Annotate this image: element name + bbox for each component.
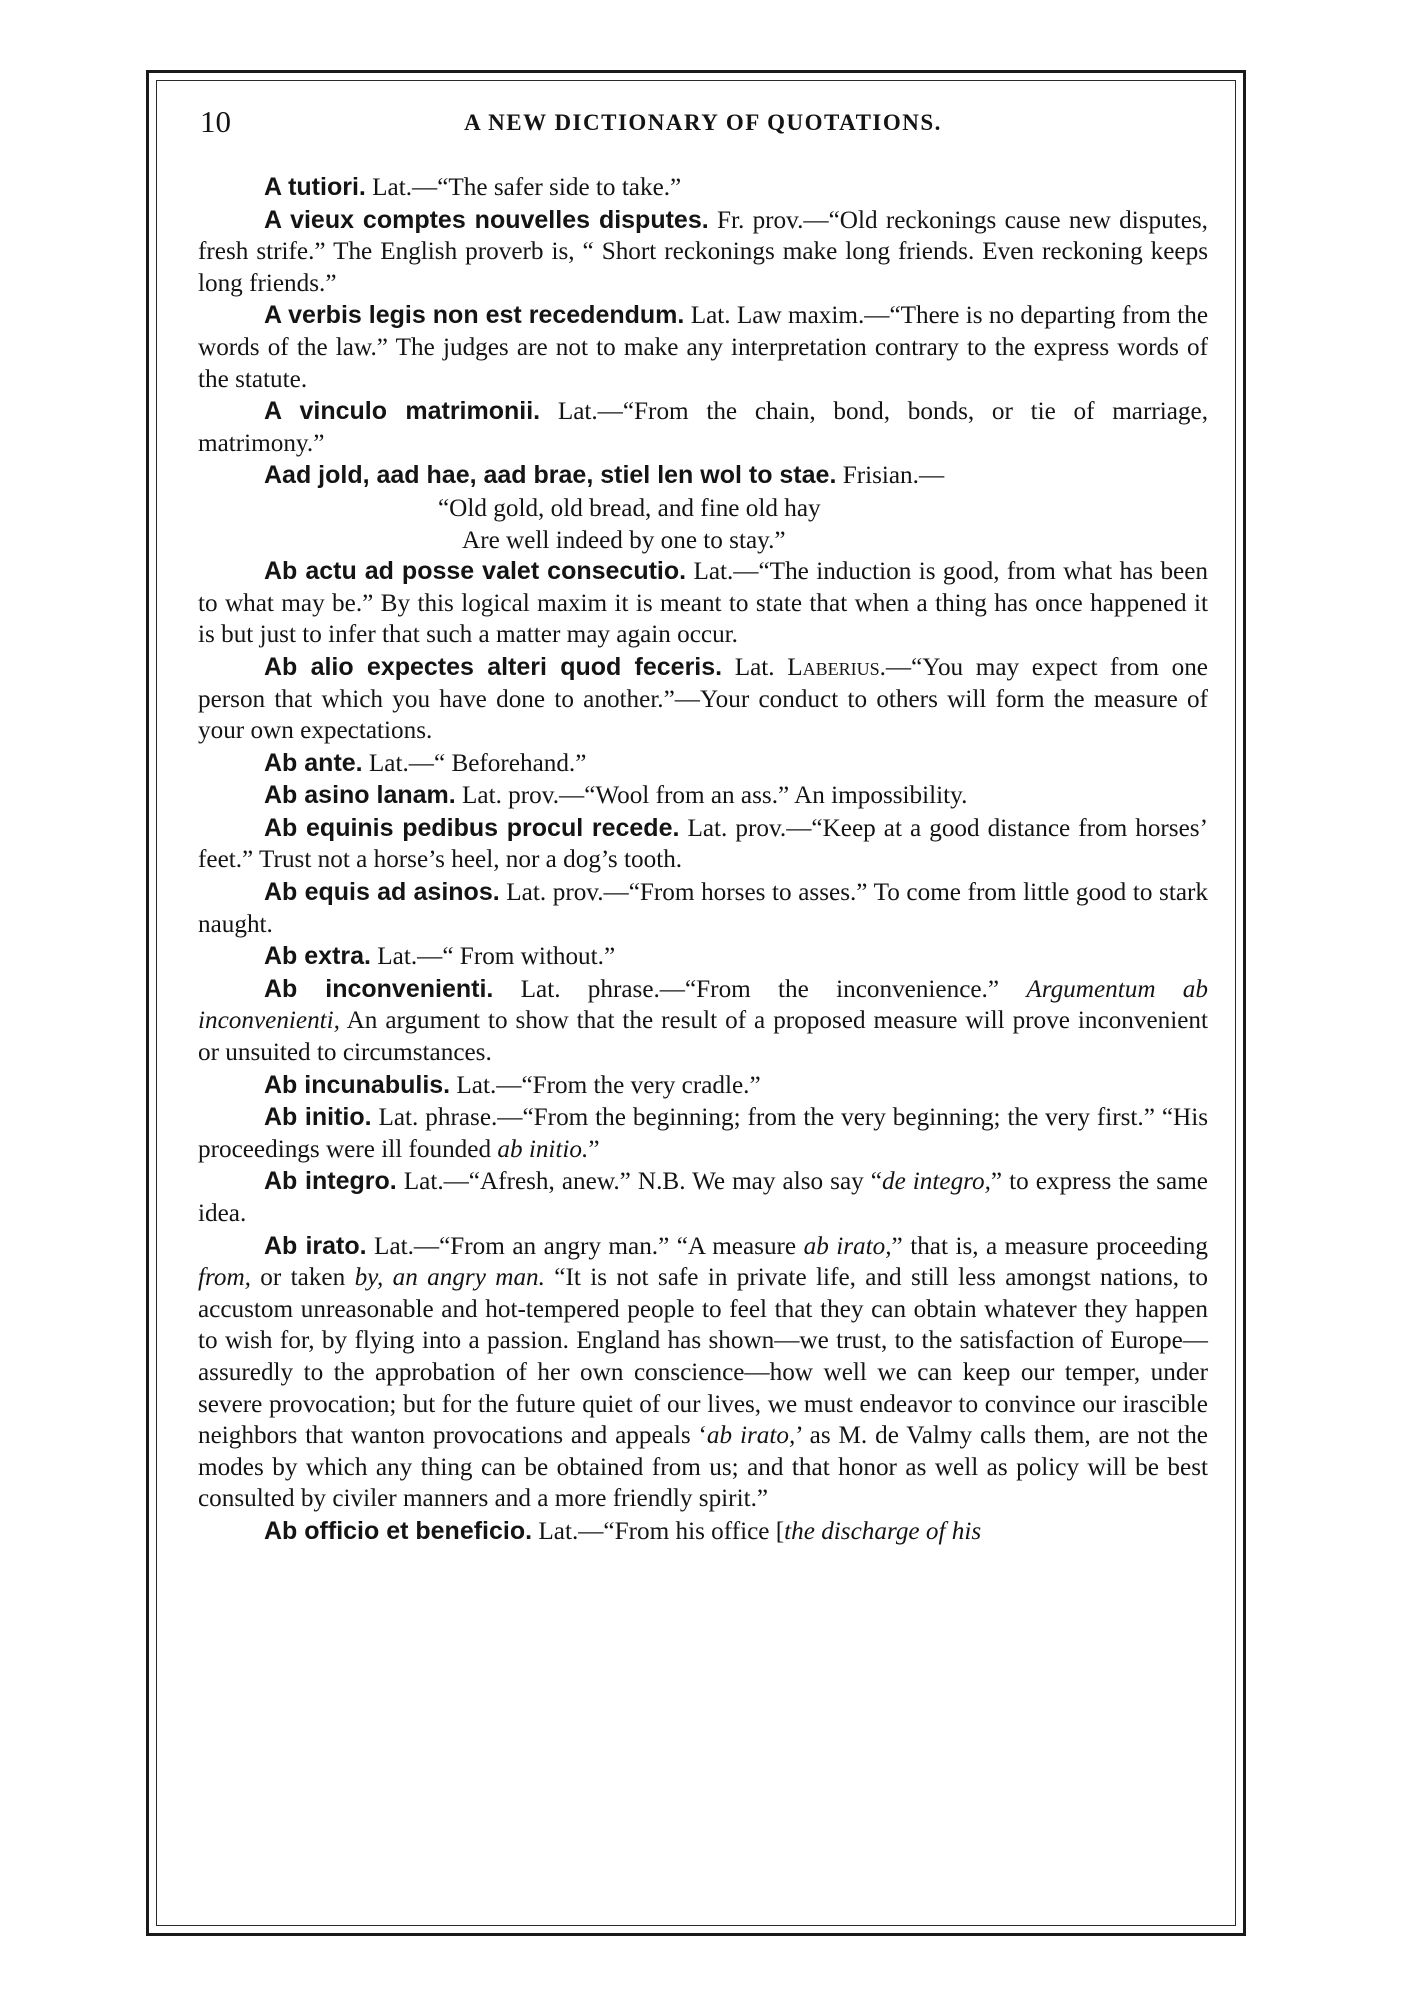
- entry-text: Lat.: [722, 653, 788, 681]
- entry-text: Lat.—“The safer side to take.”: [365, 174, 682, 201]
- entry-headword: Ab actu ad posse valet consecutio.: [264, 557, 687, 586]
- entry-author: Laberius: [787, 653, 880, 681]
- dictionary-entry: [198, 1102, 1208, 1165]
- page-number: 10: [200, 104, 231, 139]
- entry-text: Lat.—“From his office [: [532, 1517, 785, 1545]
- entry-text: ”: [588, 1135, 600, 1163]
- dictionary-entry: [198, 974, 1208, 1069]
- dictionary-entry: [198, 1516, 1208, 1548]
- running-head: [198, 104, 1208, 154]
- entry-text: Lat.—“Afresh, anew.” N.B. We may also say “: [396, 1168, 882, 1196]
- verse-line: “Old gold, old bread, and fine old hay: [438, 494, 821, 522]
- entry-headword: Ab incunabulis.: [264, 1070, 451, 1099]
- dictionary-entry: [198, 748, 1208, 780]
- entry-italic: ab irato,: [706, 1422, 796, 1450]
- entry-headword: Ab inconvenienti.: [264, 974, 494, 1003]
- entry-text: Fr. prov.—“Old reckonings cause new disputes, fresh strife.” The English proverb is, “ Short reckonings make long friends. Even reckoning keeps long friends.”: [198, 206, 1208, 297]
- entry-verse: [198, 493, 1208, 556]
- dictionary-entry: [198, 172, 1208, 204]
- entry-text: Lat.—“From the very cradle.”: [450, 1071, 761, 1099]
- entry-italic: by, an angry man.: [354, 1264, 545, 1292]
- dictionary-entry: [198, 396, 1208, 459]
- entry-headword: A tutiori.: [264, 173, 366, 201]
- entry-text: Lat. phrase.—“From the beginning; from the very beginning; the very first.” “His proceedings were ill founded: [198, 1104, 1208, 1163]
- dictionary-entry: [198, 460, 1208, 492]
- entry-text: Lat.—“From an angry man.” “A measure: [366, 1232, 804, 1260]
- dictionary-entry: [198, 652, 1208, 747]
- entry-headword: A vieux comptes nouvelles disputes.: [264, 205, 709, 234]
- entry-headword: Ab integro.: [264, 1167, 397, 1196]
- entry-text: “It is not safe in private life, and still less amongst nations, to accustom unreasonable and hot-tempered people to feel that they can obtain whatever they happen to wish for, by flying into a passion. England has shown—we trust, to the satisfaction of Europe—assuredly to the approbation of her own conscience—how well we can keep our temper, under severe provocation; but for the future quiet of our lives, we must endeavor to convince our irascible neighbors that wanton provocations and appeals ‘: [198, 1264, 1208, 1450]
- entry-headword: Ab equis ad asinos.: [264, 878, 500, 907]
- entry-text: Lat.—“From the chain, bond, bonds, or tie of marriage, matrimony.”: [198, 398, 1208, 457]
- entry-italic: the discharge of his: [784, 1517, 982, 1545]
- entry-text: Lat. phrase.—“From the inconvenience.”: [493, 975, 1027, 1003]
- entry-text: ” that is, a measure proceeding: [891, 1232, 1208, 1260]
- entry-headword: Ab initio.: [264, 1103, 372, 1132]
- entry-text: ’ as M. de Valmy calls them, are not the modes by which any thing can be obtained from us; and that honor as well as policy will be best consulted by civiler manners and a more friendly spirit.”: [198, 1422, 1208, 1513]
- dictionary-entry: [198, 780, 1208, 812]
- entry-italic: ab irato,: [803, 1232, 892, 1260]
- dictionary-entry: [198, 1166, 1208, 1229]
- dictionary-entry: [198, 813, 1208, 876]
- entry-headword: A verbis legis non est recedendum.: [264, 301, 685, 330]
- entry-headword: A vinculo matrimonii.: [264, 397, 541, 426]
- entry-text: Lat. prov.—“From horses to asses.” To come from little good to stark naught.: [198, 879, 1208, 938]
- entry-headword: Aad jold, aad hae, aad brae, stiel len wol to stae.: [264, 461, 837, 490]
- entry-text: or taken: [250, 1264, 355, 1292]
- entries-list: [198, 172, 1208, 1548]
- entry-text: An argument to show that the result of a proposed measure will prove inconvenient or unsuited to circumstances.: [198, 1007, 1208, 1067]
- running-title: A NEW DICTIONARY OF QUOTATIONS.: [464, 110, 942, 135]
- dictionary-entry: [198, 556, 1208, 651]
- entry-headword: Ab asino lanam.: [264, 781, 456, 810]
- entry-italic: Argumentum ab inconvenienti,: [198, 975, 1208, 1035]
- entry-text: Lat.—“ From without.”: [370, 943, 616, 971]
- entry-headword: Ab equinis pedibus procul recede.: [264, 813, 680, 842]
- entry-italic: ab initio.: [497, 1135, 589, 1163]
- entry-italic: from,: [198, 1264, 251, 1292]
- entry-headword: Ab extra.: [264, 942, 371, 971]
- entry-text: ” to express the same idea.: [198, 1168, 1208, 1227]
- entry-headword: Ab ante.: [264, 748, 363, 777]
- verse-line: Are well indeed by one to stay.”: [462, 526, 786, 554]
- entry-text: .—“You may expect from one person that which you have done to another.”—Your conduct to others will form the measure of your own expectations.: [198, 653, 1208, 745]
- entry-headword: Ab officio et beneficio.: [264, 1516, 533, 1545]
- entry-headword: Ab irato.: [264, 1231, 367, 1260]
- dictionary-entry: [198, 1231, 1208, 1515]
- dictionary-entry: [198, 1070, 1208, 1102]
- entry-text: Lat. prov.—“Wool from an ass.” An impossibility.: [455, 782, 968, 810]
- entry-headword: Ab alio expectes alteri quod feceris.: [264, 652, 723, 681]
- entry-text: Lat.—“ Beforehand.”: [362, 749, 587, 777]
- entry-text: Frisian.—: [836, 462, 945, 490]
- entry-text: Lat. prov.—“Keep at a good distance from horses’ feet.” Trust not a horse’s heel, nor a dog’s tooth.: [198, 814, 1208, 874]
- dictionary-entry: [198, 300, 1208, 395]
- dictionary-entry: [198, 877, 1208, 940]
- dictionary-entry: [198, 205, 1208, 300]
- dictionary-page: [198, 104, 1208, 1549]
- entry-text: Lat. Law maxim.—“There is no departing from the words of the law.” The judges are not to make any interpretation contrary to the express words of the statute.: [198, 302, 1208, 393]
- entry-text: Lat.—“The induction is good, from what has been to what may be.” By this logical maxim it is meant to state that when a thing has once happened it is but just to infer that such a matter may again occur.: [198, 558, 1208, 649]
- dictionary-entry: [198, 941, 1208, 973]
- entry-italic: de integro,: [881, 1168, 991, 1196]
